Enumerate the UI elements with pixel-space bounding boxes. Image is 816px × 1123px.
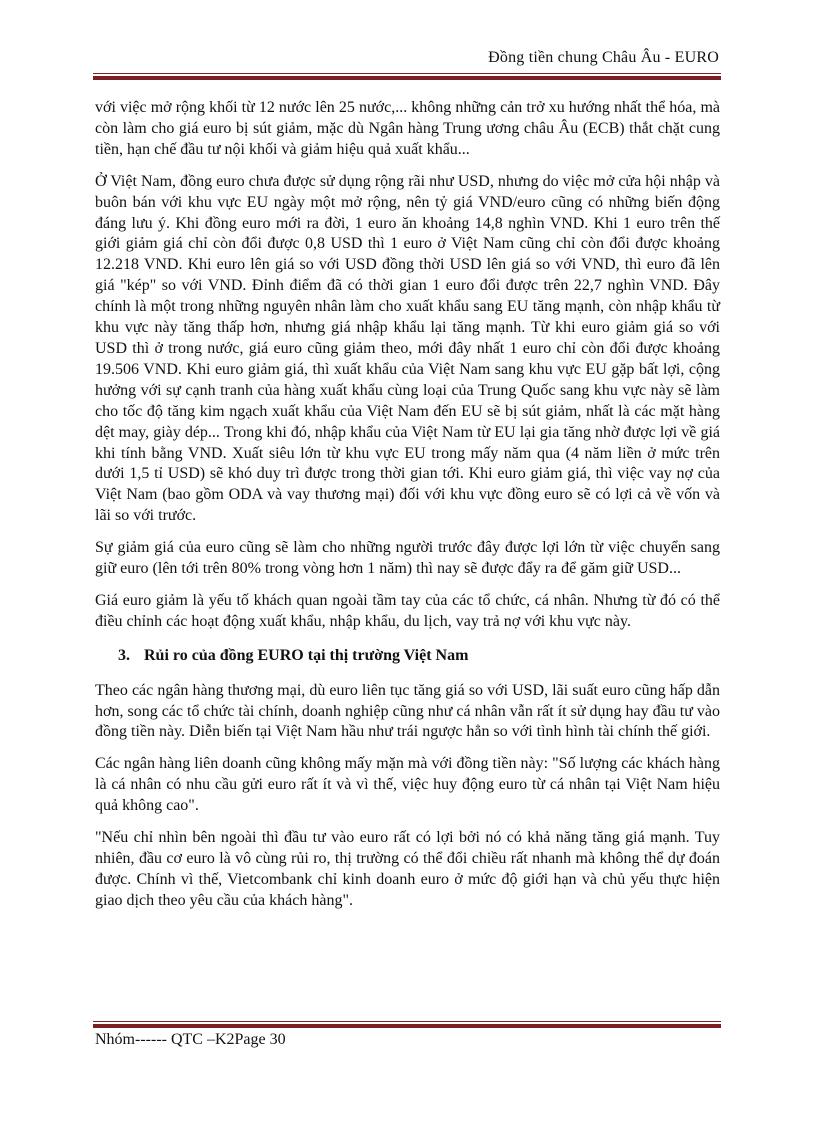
footer-text: Nhóm------ QTC –K2Page 30 bbox=[95, 1031, 286, 1048]
section-number: 3. bbox=[118, 646, 130, 664]
section-heading bbox=[95, 646, 720, 667]
paragraph: Giá euro giảm là yếu tố khách quan ngoài tầm tay của các tổ chức, cá nhân. Nhưng từ đó có thể điều chỉnh các hoạt động xuất khẩu, nhập khẩu, du lịch, vay trả nợ với khu vực này. bbox=[95, 591, 720, 630]
paragraph: Các ngân hàng liên doanh cũng không mấy mặn mà với đồng tiền này: "Số lượng các khách hàng là cá nhân có nhu cầu gửi euro rất ít và vì thế, việc huy động euro từ cá nhân tại Việt Nam hiệu quả không cao". bbox=[95, 755, 720, 815]
header-rule bbox=[93, 73, 721, 80]
paragraph: Sự giảm giá của euro cũng sẽ làm cho những người trước đây được lợi lớn từ việc chuyển sang giữ euro (lên tới trên 80% trong vòng hơn 1 năm) thì nay sẽ được đẩy ra để găm giữ USD... bbox=[95, 539, 720, 578]
header-title: Đồng tiền chung Châu Âu - EURO bbox=[488, 49, 719, 66]
paragraph: Ở Việt Nam, đồng euro chưa được sử dụng rộng rãi như USD, nhưng do việc mở cửa hội nhập và buôn bán với khu vực EU ngày một mở rộng, nên tỷ giá VND/euro cũng có những biến động đáng lưu ý. Khi đồng euro mới ra đời, 1 euro ăn khoảng 14,8 nghìn VND. Khi 1 euro trên thế giới giảm giá chỉ còn đổi được 0,8 USD thì 1 euro ở Việt Nam cũng chỉ còn đổi được khoảng 12.218 VND. Khi euro lên giá so với USD đồng thời USD lên giá so với VND, thì euro đã lên giá "kép" so với VND. Đỉnh điểm đã có thời gian 1 euro đổi được trên 22,7 nghìn VND. Đây chính là một trong những nguyên nhân làm cho xuất khẩu sang EU tăng mạnh, còn nhập khẩu từ khu vực này tăng thấp hơn, nhưng giá nhập khẩu lại tăng mạnh. Từ khi euro giảm giá so với USD thì ở trong nước, giá euro cũng giảm theo, mới đây nhất 1 euro chỉ còn đổi được khoảng 19.506 VND. Khi euro giảm giá, thì xuất khẩu của Việt Nam sang khu vực EU gặp bất lợi, cộng hưởng với sự cạnh tranh của hàng xuất khẩu cùng loại của Trung Quốc sang khu vực này sẽ làm cho tốc độ tăng kim ngạch xuất khẩu của Việt Nam đến EU sẽ bị sút giảm, nhất là các mặt hàng dệt may, giày dép... Trong khi đó, nhập khẩu của Việt Nam từ EU lại gia tăng nhờ được lợi về giá khi tính bằng VND. Xuất siêu lớn từ khu vực EU trong mấy năm qua (4 năm liền ở mức trên dưới 1,5 tỉ USD) sẽ khó duy trì được trong thời gian tới. Khi euro giảm giá, thì việc vay nợ của Việt Nam (bao gồm ODA và vay thương mại) đối với khu vực đồng euro sẽ có lợi cả về vốn và lãi so với trước. bbox=[95, 172, 720, 525]
paragraph: "Nếu chỉ nhìn bên ngoài thì đầu tư vào euro rất có lợi bởi nó có khả năng tăng giá mạnh. Tuy nhiên, đầu cơ euro là vô cùng rủi ro, thị trường có thể đổi chiều rất nhanh mà không thể dự đoán được. Chính vì thế, Vietcombank chỉ kinh doanh euro ở mức độ giới hạn và chủ yếu thực hiện giao dịch theo yêu cầu của khách hàng". bbox=[95, 829, 720, 909]
paragraph: với việc mở rộng khối từ 12 nước lên 25 nước,... không những cản trở xu hướng nhất thể hóa, mà còn làm cho giá euro bị sút giảm, mặc dù Ngân hàng Trung ương châu Âu (ECB) thắt chặt cung tiền, hạn chế đầu tư nội khối và giảm hiệu quả xuất khẩu... bbox=[95, 99, 720, 158]
section-heading-text: Rủi ro của đồng EURO tại thị trường Việt Nam bbox=[144, 646, 469, 664]
footer-rule bbox=[93, 1021, 721, 1028]
paragraph: Theo các ngân hàng thương mại, dù euro liên tục tăng giá so với USD, lãi suất euro cũng hấp dẫn hơn, song các tổ chức tài chính, doanh nghiệp cũng như cá nhân vẫn rất ít sử dụng hay đầu tư vào đồng tiền này. Diễn biến tại Việt Nam hầu như trái ngược hẳn so với tình hình tài chính thế giới. bbox=[95, 681, 720, 741]
body-text bbox=[95, 98, 720, 923]
